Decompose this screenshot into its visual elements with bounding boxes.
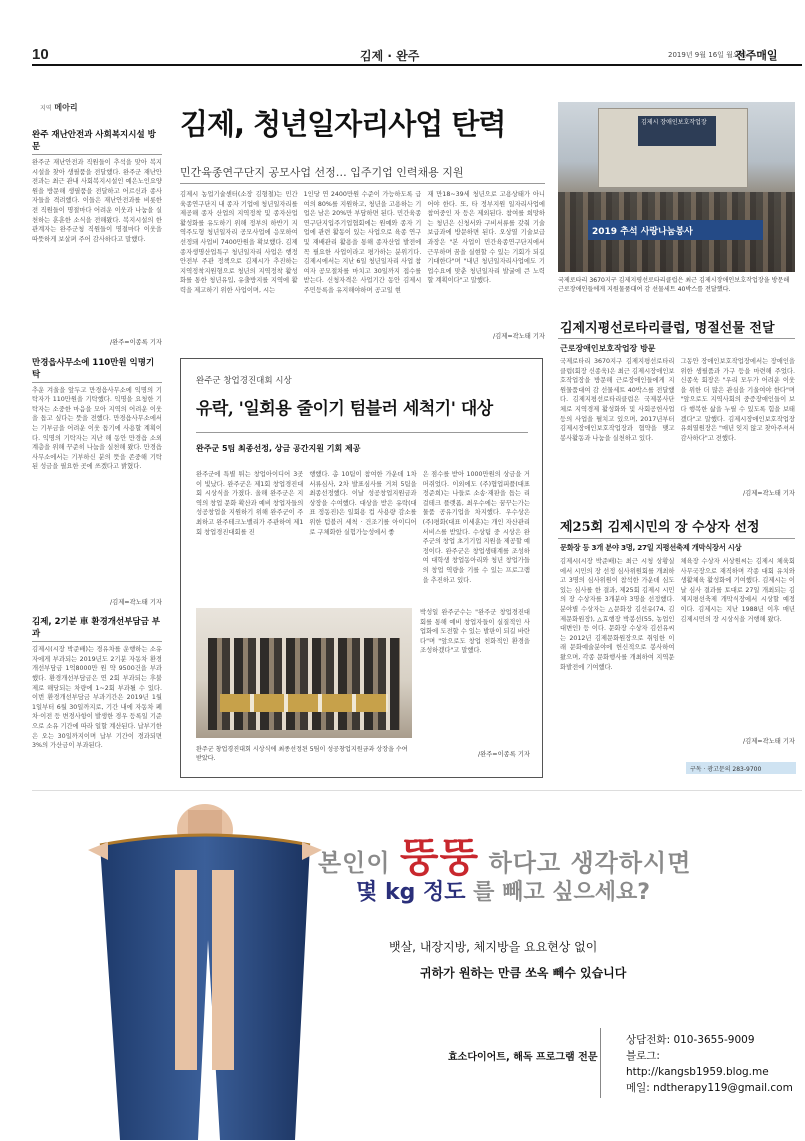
header-rule bbox=[32, 64, 802, 66]
prize-boards bbox=[220, 694, 388, 712]
ad-line1-emphasis: 뚱뚱 bbox=[399, 835, 480, 881]
ad-line1-post: 하다고 생각하시면 bbox=[488, 849, 692, 877]
startup-col-2: 행했다. 총 10팀이 참여한 가운데 1차 서류심사, 2차 발표심사를 거쳐 5팀을 최종선정했다. 이날 성공창업지원금과 상장을 수여했다. 대상을 받은 유락(대표 정동진)은 일회용 컵 사용량 감소를 위한 텀블러 세척 · 건조기를 아이디어로 구체화한 실험가능성에서 좋 bbox=[309, 471, 417, 536]
article-title: 김제, 2기분 車 환경개선부담금 부과 bbox=[32, 615, 162, 642]
rotary-byline: /김제=곽노태 기자 bbox=[743, 490, 795, 497]
ad-blog: 블로그: http://kangsb1959.blog.me bbox=[626, 1050, 769, 1078]
award-byline: /김제=곽노태 기자 bbox=[743, 738, 795, 745]
startup-col-3: 은 점수를 받아 1000만원의 상금을 거머쥐었다. 이외에도 (주)협업피플(대표 정준희)는 나들로 소송·재판을 돕는 리걸테크 플랫폼, 최우수에는 꿈꾸는가는 물품 공유기업을 차지했다. 우수상은 (주)평화(대표 이세훈)는 개인 자산관리 서비스를 받았다. 수상팀 중 시상은 완주군의 창업 초기기업 지원을 제공할 예정이다. 완주군은 창업생태계를 조성하여 대학생 창업동아리와 청년 창업가들의 창업 역량을 기를 수 있는 프로그램을 추진하고 있다. bbox=[422, 471, 530, 584]
left-column bbox=[32, 128, 162, 805]
ad-phone: 상담전화: 010-3655-9009 bbox=[626, 1034, 755, 1046]
ad-email: 메일: ndtherapy119@gmail.com bbox=[626, 1082, 793, 1094]
lead-rule bbox=[180, 183, 545, 184]
article-title: 만경읍사무소에 110만원 익명기탁 bbox=[32, 356, 162, 383]
ad-divider bbox=[600, 1028, 601, 1098]
region-column-label bbox=[40, 102, 78, 113]
startup-col-4-wrap bbox=[420, 608, 530, 760]
startup-body bbox=[196, 470, 530, 598]
award-col-1: 김제시(시장 박준배)는 최근 시청 상황실에서 시민의 장 선정 심사위원회를 개최하고 3명의 심사위원이 참석한 가운데 심도있는 심사를 한 결과, 제25회 김제시 시민의 장 수상자를 3개분야 3명을 선정했다. 분야별 수상자는 △문화장 김선유(74, 김제문화원장), △효행장 박봉선(55, 농업인 대변인) 등 이다. 문화장 수상자 김선유씨는 2012년 김제문화원장으로 취임한 이래 문화예술분야에 헌신적으로 봉사하여 왔으며, 각종 문화행사를 개최하여 지역문화발전에 기여했다. bbox=[560, 558, 675, 671]
photo-banner: 2019 추석 사랑나눔봉사 bbox=[588, 220, 763, 240]
lead-col-1: 김제시 농업기술센터(소장 김형철)는 민간육종연구단지 내 종자 기업에 청년일자리를 제공해 종자 산업의 지역정착 및 종자산업 활성화를 유도하기 위해 정부의 하반기 지역주도형 청년일자리 공모사업에 응모하여 선정돼 사업비 7400만원을 확보했다. 김제종자생명산업특구 청년일자리 사업은 행정안전부 주관 정책으로 김제시가 추진하는 지역정착지원형으로 청년의 지역정착 활성화를 통한 청년유입, 유출방지를 지역에 활력을 제고하기 위한 사업이며, 시는 bbox=[180, 191, 298, 294]
jeans-illustration bbox=[80, 800, 330, 1140]
ad-contact bbox=[626, 1032, 805, 1096]
lead-body bbox=[180, 190, 545, 342]
masthead: 전주매일 bbox=[735, 49, 778, 62]
article-byline: /완주=이종록 기자 bbox=[110, 339, 162, 346]
subscribe-label: 구독 · 광고문의 bbox=[690, 766, 731, 773]
subscribe-box bbox=[686, 762, 796, 774]
article-body: 추운 겨울을 앞두고 만경읍사무소에 익명의 기탁자가 110만원을 기탁했다. 익명을 요청한 기탁자는 소중한 마음을 모아 지역의 어려운 이웃을 돕고 싶다는 뜻을 전했다. 만경읍사무소에서는 기부금을 어려운 이웃 돕기에 사용할 계획이다. 익명의 기탁자는 지난 해 동안 만경읍 소외계층을 위해 꾸준히 나눔을 실천해 왔다. 만경읍사무소에서는 기부하신 분의 뜻을 존중해 기탁된 성금을 필요한 곳에 쓰겠다고 밝혔다. bbox=[32, 386, 162, 471]
lead-col-2: 1인당 연 2400만원 수준이 가능하도록 급여의 80%를 지원하고, 청년을 고용하는 기업은 남은 20%만 부담하면 된다. 민간육종연구단지입주기업협회에는 원예와 종자 기업에 관련 활동이 있는 사업으로 육종 연구 및 재배관리 활용을 통해 종자산업 발전에 꼭 필요한 사업이라고 평가하는 분위기다. 김제시에서는 지난 6일 청년일자리 사업 참여자 공모절차를 마치고 30일까지 접수를 받는다. 신청자격은 사업기간 동안 김제시 주민등록을 유지해야하며 공고일 현 bbox=[303, 191, 422, 294]
article-byline: /김제=곽노태 기자 bbox=[110, 598, 162, 606]
award-headline: 제25회 김제시민의 장 수상자 선정 bbox=[560, 520, 760, 535]
rotary-subhead: 근로장애인보호작업장 방문 bbox=[560, 344, 656, 353]
issue-date: 2019년 9월 16일 월요일 bbox=[668, 51, 747, 59]
ad-line1-pre: 본인이 bbox=[318, 849, 391, 877]
award-subhead: 문화장 등 3개 분야 3명, 27일 지평선축제 개막식장서 시상 bbox=[560, 543, 742, 552]
region-label-main: 메아리 bbox=[54, 103, 78, 112]
award-rule bbox=[558, 538, 795, 539]
ad-brand: 효소다이어트, 해독 프로그램 전문 bbox=[448, 1052, 598, 1063]
rotary-article bbox=[560, 343, 795, 499]
startup-photo bbox=[196, 608, 412, 738]
startup-byline: /완주=이종록 기자 bbox=[478, 751, 530, 758]
building-sign: 김제시 장애인보호작업장 bbox=[638, 116, 716, 146]
rotary-col-2: 그동안 장애인보호작업장에서는 장애인을 위한 생필품과 가구 등을 마련해 주었다. 신종욱 회장은 "우리 모두가 어려운 이웃을 위한 더 많은 관심을 기울여야 한다"며 "앞으로도 지역사회의 중증장애인들이 보다 행복한 삶을 누릴 수 있도록 힘을 보태겠다"고 말했다. 김제시장애인보호작업장 유희열원장은 "매년 잊지 않고 찾아주셔서 감사하다"고 전했다. bbox=[680, 358, 795, 442]
award-article bbox=[560, 543, 795, 747]
lead-col-3: 재 만18~39세 청년으로 고용상태가 아니어야 한다. 또, 타 정부지원 일자리사업에 참여중인 자 등은 제외된다. 참여를 희망하는 청년은 신청서와 구비서류를 갖춰 기술보급과에 방문하면 된다. 오상열 기술보급과장은 "본 사업이 민간육종연구단지에서 근무하며 꿈을 실현할 수 있는 기회가 되길 기대한다"며 "내년 청년일자리사업에도 기업수요에 맞춘 청년일자리 발굴에 큰 노력할 계획이다"고 말했다. bbox=[427, 191, 546, 285]
article-body: 김제시(시장 박준배)는 경유차를 운행하는 소유자에게 부과되는 2019년도 2기분 자동차 환경개선부담금 1억8000만 원 약 9500건을 부과했다. 환경개선부담금은 연 2회 부과되는 후불제로 해당되는 차량에 1~2회 부과될 수 있다. 이번 환경개선부담금 부과기간은 2019년 1월 1일부터 6월 30일까지로, 기간 내에 자동차 폐차·이전 등 변경사항이 발생한 경우 등록일 기준으로 소유 기간에 따라 일할 계산된다. 납부기한은 오는 30일까지이며 납부 기간이 경과되면 3%의 가산금이 부과된다. bbox=[32, 646, 162, 750]
lead-subhead: 민간육종연구단지 공모사업 선정… 입주기업 인력채용 지원 bbox=[180, 166, 464, 179]
lead-byline: /김제=곽노태 기자 bbox=[493, 333, 546, 340]
section-title: 김제 · 완주 bbox=[360, 49, 420, 63]
ad-line2-pre: 몇 bbox=[356, 880, 378, 905]
page-number: 10 bbox=[32, 46, 49, 63]
startup-photo-caption: 완주군 창업경진대회 시상식에 최종선정된 5팀이 성공창업지원금과 상장을 수여 받았다. bbox=[196, 746, 408, 762]
subscribe-phone: 283-9700 bbox=[732, 766, 762, 773]
ad-line2-post: 를 빼고 싶으세요? bbox=[473, 880, 651, 905]
page-header bbox=[0, 0, 805, 72]
startup-rule bbox=[196, 432, 528, 433]
lead-headline: 김제, 청년일자리사업 탄력 bbox=[180, 107, 506, 141]
startup-col-4: 박성일 완주군수는 "완주군 창업경진대회를 통해 예비 창업자들이 실질적인 사업화에 도전할 수 있는 발판이 되길 바란다"며 "앞으로도 창업 친화적인 환경을 조성하겠다"고 말했다. bbox=[420, 609, 530, 655]
article-title: 완주 재난안전과 사회복지시설 방문 bbox=[32, 128, 162, 155]
ad-line-2 bbox=[356, 875, 650, 906]
rotary-rule bbox=[558, 338, 795, 339]
startup-col-1: 완주군에 특별 튀는 창업아이디어 3곳이 빛났다. 완주군은 제1회 창업경진대회 시상식을 가졌다. 올해 완주군은 지역의 창업 문화 확산과 예비 창업자들의 성공창업을 지원하기 위해 완주군이 주최하고 완주테크노밸리가 주관하여 제1회 창업경진대회를 진 bbox=[196, 471, 304, 536]
region-label-small: 지역 bbox=[40, 105, 52, 112]
rotary-col-1: 국제로타리 3670지구 김제지평선로타리클럽(회장 신종욱)은 최근 김제시장애인보호작업장을 방문해 근로장애인들에게 지원물품대여 감 선물세트 40박스를 전달했다. 김제지평선로타리클럽은 국제봉사단체로 지역경제 활성화와 및 사회공헌사업 등의 사업을 펼치고 있으며, 2017년부터 김제시장애인보호작업장과 협약을 맺고 봉사활동과 나눔을 실천하고 있다. bbox=[560, 358, 675, 442]
award-group-photo bbox=[208, 638, 400, 730]
ad-line-3: 뱃살, 내장지방, 체지방을 요요현상 없이 bbox=[389, 940, 598, 954]
ad-line2-kg: kg 정도 bbox=[384, 880, 466, 905]
rotary-headline: 김제지평선로타리클럽, 명절선물 전달 bbox=[560, 321, 775, 336]
award-col-2: 체육장 수상자 서상원씨는 김제시 체육회 사무국장으로 재직하며 각종 대회 유치와 생활체육 활성화에 기여했다. 김제시는 이날 심사 결과를 토대로 27일 개최되는 김제지평선축제 개막식장에서 시상할 예정이다. 김제시는 지난 1988년 이후 매년 김제시민의 장 시상식을 거행해 왔다. bbox=[680, 558, 795, 623]
ad-line-4: 귀하가 원하는 만큼 쏘옥 빼수 있습니다 bbox=[420, 966, 627, 980]
startup-subhead: 완주군 5팀 최종선정, 상금 공간지원 기회 제공 bbox=[196, 444, 361, 453]
rotary-photo-caption: 국제로타리 3670지구 김제지평선로타리클럽은 최근 김제시장애인보호작업장을 방문해 근로장애인들에게 지원물품대여 감 선물세트 40박스를 전달했다. bbox=[558, 277, 790, 293]
startup-headline: 유락, '일회용 줄이기 텀블러 세척기' 대상 bbox=[196, 399, 493, 419]
article-body: 완주군 재난안전과 직원들이 추석을 맞아 복지시설을 찾아 생필품을 전달했다. 완주군 재난안전과는 최근 관내 사회복지시설인 예은노인요양원을 방문해 생필품을 전달하고 어르신과 종사자들을 격려했다. 이들은 재난안전과를 비롯한 전 직원들이 명절마다 어려운 이웃과 나눔을 실천하는 훈훈한 소식을 전해왔다. 복지시설의 한 관계자는 완주군청 직원들이 명절마다 이웃을 따뜻하게 보살펴 주어 감사하다고 말했다. bbox=[32, 159, 162, 243]
rotary-photo bbox=[558, 102, 795, 272]
startup-label: 완주군 창업경진대회 시상 bbox=[196, 376, 292, 386]
